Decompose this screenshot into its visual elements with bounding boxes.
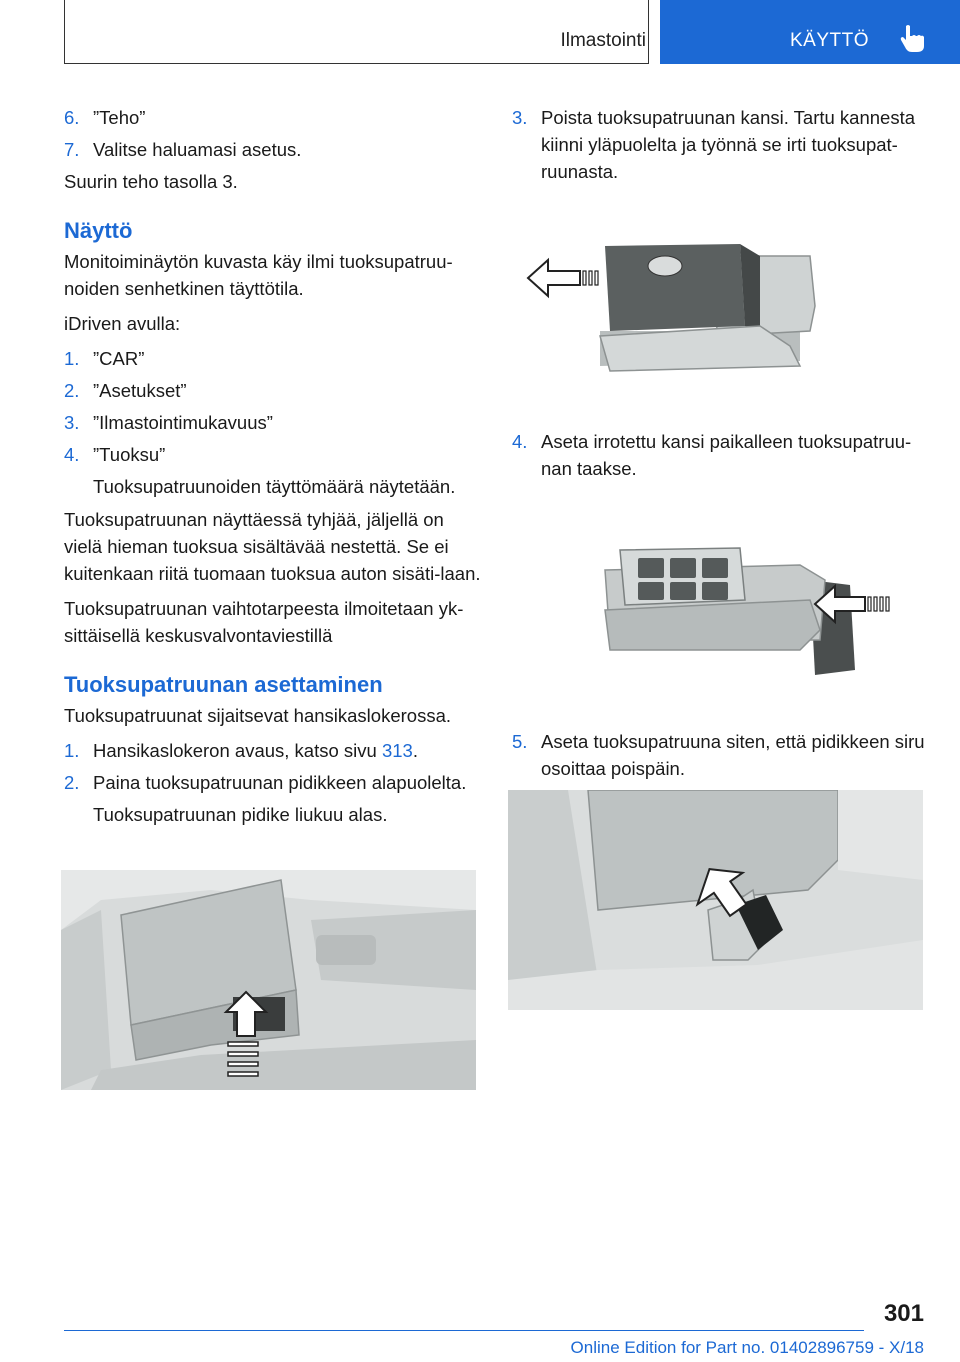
list-item (64, 377, 484, 404)
list-item (64, 409, 484, 436)
step-text: Valitse haluamasi asetus. (93, 139, 302, 160)
step-text-main: Hansikaslokeron avaus, katso sivu (93, 740, 377, 761)
list-item (512, 104, 932, 185)
list-item (64, 104, 484, 131)
step-number: 2. (64, 772, 80, 793)
step-number: 2. (64, 380, 80, 401)
paragraph: Tuoksupatruunat sijaitsevat hansikaslokerossa. (64, 705, 451, 726)
step-number: 7. (64, 139, 80, 160)
paragraph: Monitoiminäytön kuvasta käy ilmi tuoksupatruu-noiden senhetkinen täyttötila. (64, 251, 453, 299)
remove-cover-illustration (520, 236, 820, 376)
left-column (64, 104, 484, 834)
footer-divider (64, 1330, 864, 1331)
paragraph: iDriven avulla: (64, 313, 181, 334)
step-text: Paina tuoksupatruunan pidikkeen alapuolelta. (93, 772, 467, 793)
step-text: ”Ilmastointimukavuus” (93, 412, 273, 433)
list-item (64, 441, 484, 468)
step-text: ”Asetukset” (93, 380, 187, 401)
step-text (93, 737, 484, 764)
right-column (512, 104, 932, 779)
list-item (64, 345, 484, 372)
step-number: 1. (64, 740, 80, 761)
step-number: 3. (64, 412, 80, 433)
intro-note: Suurin teho tasolla 3. (64, 171, 238, 192)
step-number: 3. (512, 107, 528, 128)
chapter-tab-label: KÄYTTÖ (790, 30, 870, 51)
section-heading-insert: Tuoksupatruunan asettaminen (64, 672, 383, 697)
paragraph: Tuoksupatruunan näyttäessä tyhjää, jäljellä on vielä hieman tuoksua sisältävää nestettä. Se ei kuitenkaan riitä tuomaan tuoksua auton sisäti-laan. (64, 509, 481, 584)
step-number: 4. (512, 431, 528, 452)
step-number: 4. (64, 444, 80, 465)
step-text: ”Teho” (93, 107, 146, 128)
step-number: 5. (512, 731, 528, 752)
list-item (64, 136, 484, 163)
step-text: ”CAR” (93, 348, 145, 369)
place-cover-illustration (600, 540, 900, 680)
step-number: 1. (64, 348, 80, 369)
paragraph: Tuoksupatruunan vaihtotarpeesta ilmoitetaan yk-sittäisellä keskusvalvontaviestillä (64, 598, 464, 646)
list-item (512, 728, 932, 782)
step-result: Tuoksupatruunan pidike liukuu alas. (93, 804, 388, 825)
insert-cartridge-illustration (508, 790, 923, 1010)
step-text: Poista tuoksupatruunan kansi. Tartu kannesta kiinni yläpuolelta ja työnnä se irti tuoksupat-ruunasta. (541, 107, 916, 182)
step-text-end: . (412, 740, 418, 761)
list-item (64, 769, 484, 796)
pointing-hand-icon (900, 24, 926, 54)
section-title: Ilmastointi (560, 30, 646, 51)
page-link[interactable]: 313 (381, 740, 413, 761)
chapter-tab[interactable] (660, 0, 960, 64)
list-item (512, 428, 932, 482)
page-number: 301 (883, 1300, 924, 1327)
glovebox-illustration (61, 870, 476, 1090)
list-item (64, 737, 484, 764)
step-result: Tuoksupatruunoiden täyttömäärä näytetään. (93, 476, 456, 497)
step-text: ”Tuoksu” (93, 444, 166, 465)
edition-footer: Online Edition for Part no. 01402896759 - X/18 (570, 1338, 924, 1357)
step-number: 6. (64, 107, 80, 128)
section-heading-display: Näyttö (64, 218, 133, 243)
step-text: Aseta tuoksupatruuna siten, että pidikkeen siru osoittaa poispäin. (541, 731, 925, 779)
step-text: Aseta irrotettu kansi paikalleen tuoksupatruu-nan taakse. (541, 431, 912, 479)
